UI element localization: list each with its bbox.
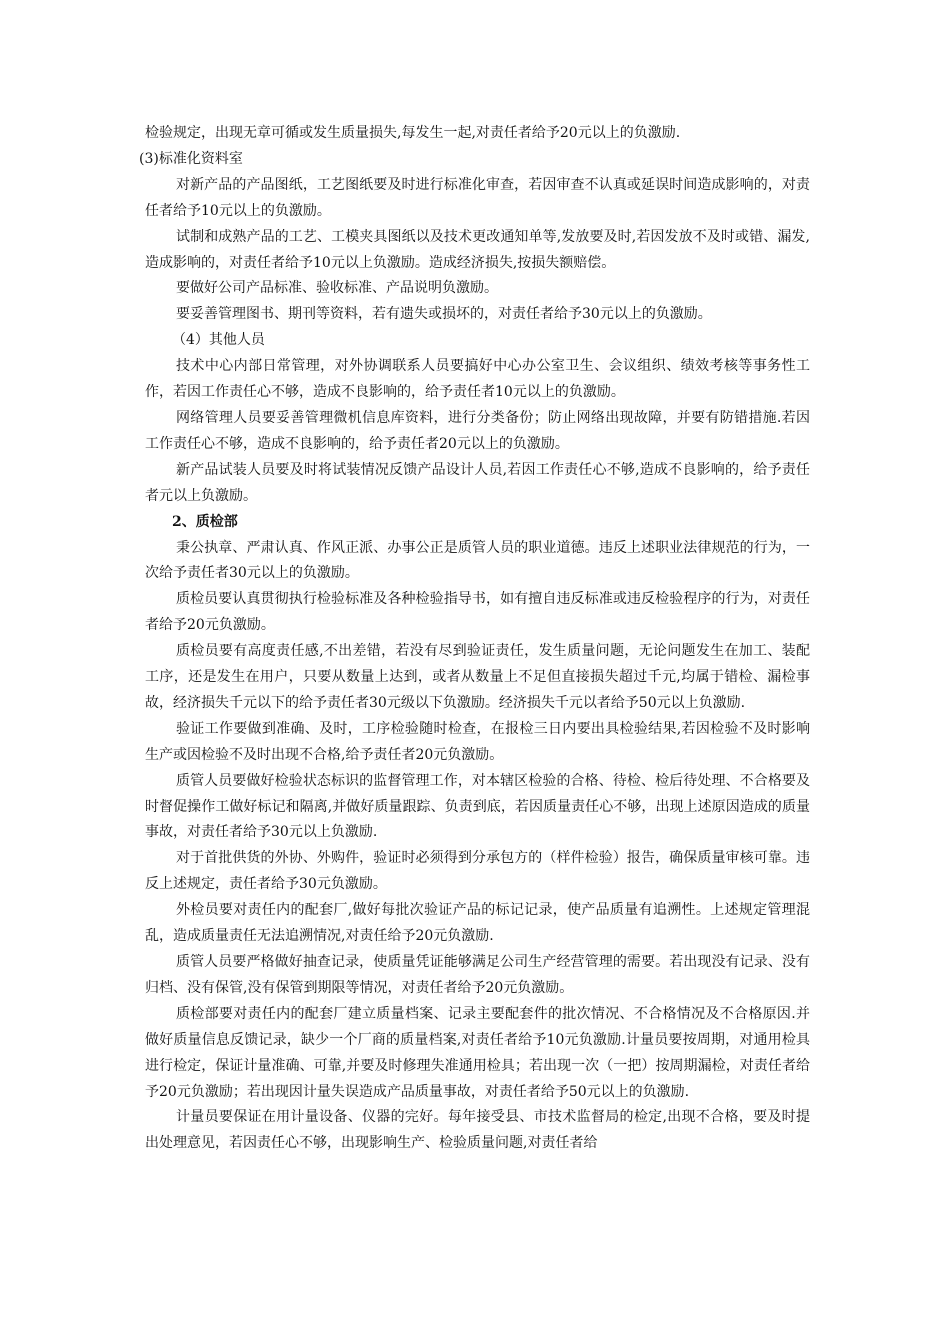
paragraph: 对新产品的产品图纸，工艺图纸要及时进行标准化审查，若因审查不认真或延误时间造成影响的，对责任者给予10元以上的负激励。 xyxy=(145,176,810,219)
paragraph: 质检员要有高度责任感,不出差错，若没有尽到验证责任，发生质量问题，无论问题发生在加工、装配工序，还是发生在用户，只要从数量上达到，或者从数量上不足但直接损失超过千元,均属于错检、漏检事故，经济损失千元以下的给予责任者30元级以下负激励。经济损失千元以者给予50元以上负激励. xyxy=(145,643,810,711)
paragraph: 质检部要对责任内的配套厂建立质量档案、记录主要配套件的批次情况、不合格情况及不合格原因.并做好质量信息反馈记录，缺少一个厂商的质量档案,对责任者给予10元负激励.计量员要按周期，对通用检具进行检定，保证计量准确、可靠,并要及时修理失准通用检具；若出现一次（一把）按周期漏检，对责任者给予20元负激励；若出现因计量失误造成产品质量事故，对责任者给予50元以上的负激励. xyxy=(145,1005,810,1100)
paragraph: 网络管理人员要妥善管理微机信息库资料，进行分类备份；防止网络出现故障，并要有防错措施.若因工作责任心不够，造成不良影响的，给予责任者20元以上的负激励。 xyxy=(145,409,810,452)
paragraph: 要妥善管理图书、期刊等资料，若有遗失或损坏的，对责任者给予30元以上的负激励。 xyxy=(176,306,712,323)
paragraph-continuation: 检验规定，出现无章可循或发生质量损失,每发生一起,对责任者给予20元以上的负激励. xyxy=(145,125,681,141)
paragraph: 新产品试装人员要及时将试装情况反馈产品设计人员,若因工作责任心不够,造成不良影响的，给予责任者元以上负激励。 xyxy=(145,461,810,504)
subheading-standardization-room: (3)标准化资料室 xyxy=(139,150,243,167)
subheading-other-staff: （4）其他人员 xyxy=(172,332,265,349)
paragraph: 质检员要认真贯彻执行检验标准及各种检验指导书，如有擅自违反标准或违反检验程序的行为，对责任者给予20元负激励。 xyxy=(145,591,810,634)
document-page xyxy=(139,121,810,1157)
paragraph-truncated: 计量员要保证在用计量设备、仪器的完好。每年接受县、市技术监督局的检定,出现不合格，要及时提出处理意见，若因责任心不够，出现影响生产、检验质量问题,对责任者给 xyxy=(145,1109,810,1152)
paragraph: 外检员要对责任内的配套厂,做好每批次验证产品的标记记录，使产品质量有追溯性。上述规定管理混乱，造成质量责任无法追溯情况,对责任给予20元负激励. xyxy=(145,902,810,945)
paragraph: 要做好公司产品标准、验收标准、产品说明负激励。 xyxy=(176,280,498,297)
paragraph: 试制和成熟产品的工艺、工模夹具图纸以及技术更改通知单等,发放要及时,若因发放不及时或错、漏发,造成影响的，对责任者给予10元以上负激励。造成经济损失,按损失额赔偿。 xyxy=(145,228,810,271)
paragraph: 质管人员要做好检验状态标识的监督管理工作，对本辖区检验的合格、待检、检后待处理、不合格要及时督促操作工做好标记和隔离,并做好质量跟踪、负责到底，若因质量责任心不够，出现上述原因造成的质量事故，对责任者给予30元以上负激励. xyxy=(145,772,810,841)
paragraph: 验证工作要做到准确、及时，工序检验随时检查，在报检三日内要出具检验结果,若因检验不及时影响生产或因检验不及时出现不合格,给予责任者20元负激励。 xyxy=(145,720,810,763)
paragraph: 秉公执章、严肃认真、作风正派、办事公正是质管人员的职业道德。违反上述职业法律规范的行为，一次给予责任者30元以上的负激励。 xyxy=(145,539,810,582)
section-heading-quality-dept: 2、质检部 xyxy=(172,513,238,530)
paragraph: 对于首批供货的外协、外购件，验证时必须得到分承包方的（样件检验）报告，确保质量审核可靠。违反上述规定，责任者给予30元负激励。 xyxy=(145,850,810,893)
paragraph: 质管人员要严格做好抽查记录，使质量凭证能够满足公司生产经营管理的需要。若出现没有记录、没有归档、没有保管,没有保管到期限等情况，对责任者给予20元负激励。 xyxy=(145,954,810,996)
paragraph: 技术中心内部日常管理，对外协调联系人员要搞好中心办公室卫生、会议组织、绩效考核等事务性工作，若因工作责任心不够，造成不良影响的，给予责任者10元以上的负激励。 xyxy=(145,358,810,401)
